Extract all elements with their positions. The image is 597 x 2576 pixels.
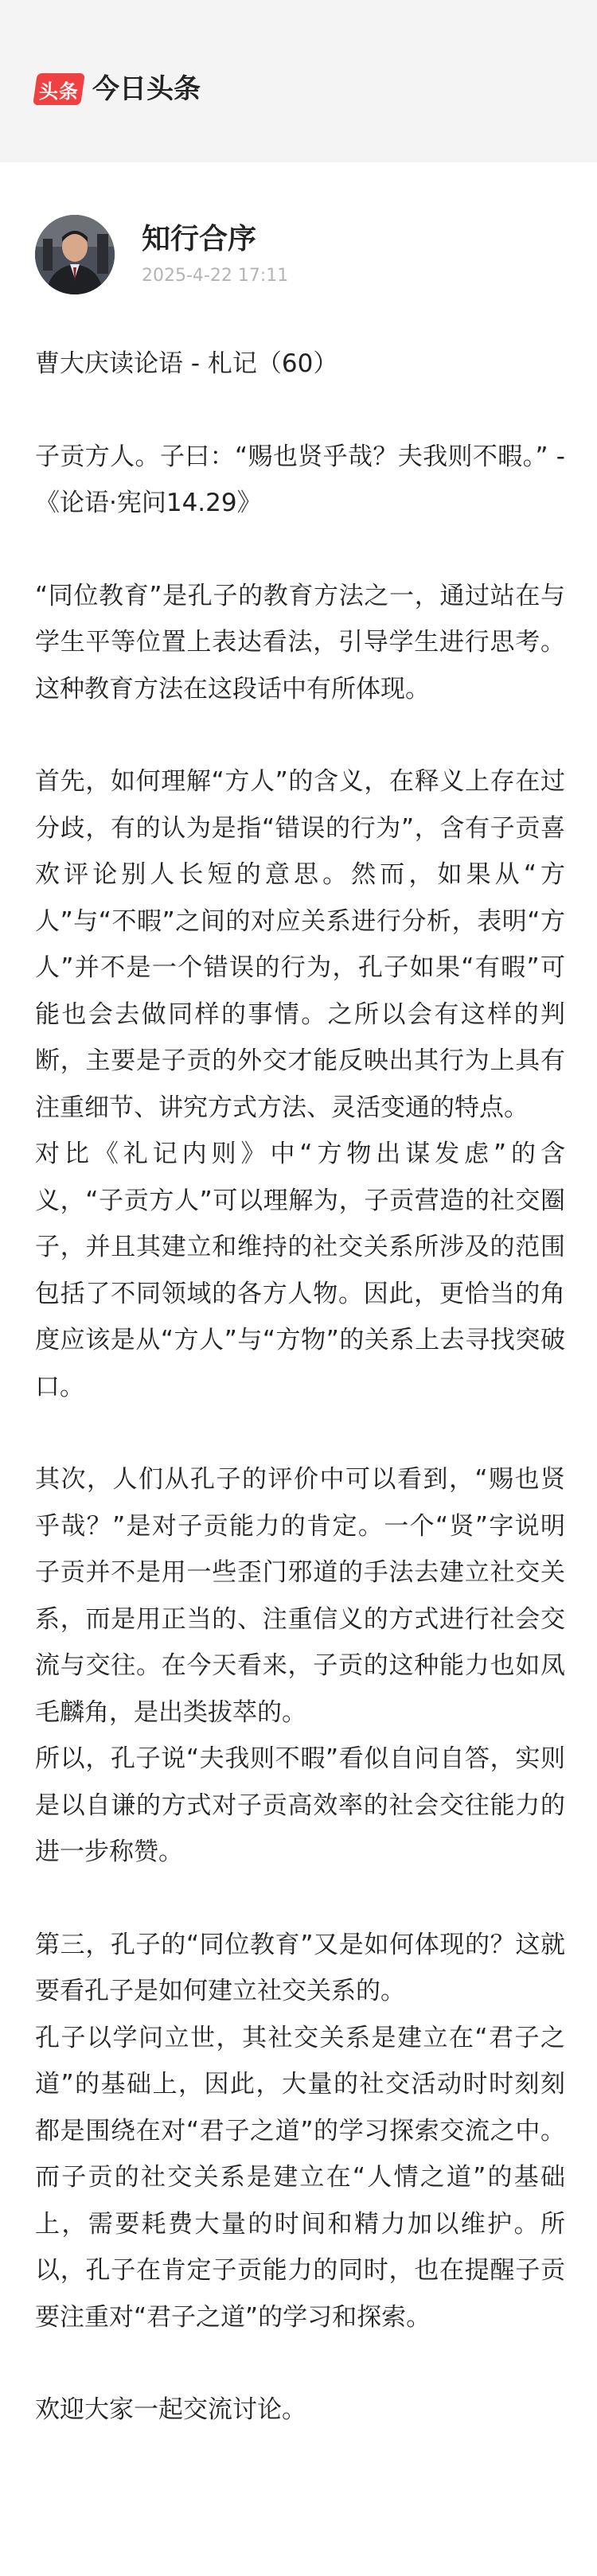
- article-body: [35, 341, 565, 2434]
- quote-paragraph: 子贡方人。子曰：“赐也贤乎哉？夫我则不暇。” - 《论语·宪问14.29》: [35, 442, 565, 517]
- closing-paragraph: 欢迎大家一起交流讨论。: [35, 2395, 306, 2424]
- intro-paragraph: “同位教育”是孔子的教育方法之一，通过站在与学生平等位置上表达看法，引导学生进行思考。这种教育方法在这段话中有所体现。: [35, 581, 565, 703]
- author-block: [35, 215, 288, 294]
- toutiao-logo-icon: [33, 73, 85, 105]
- article-title: 曹大庆读论语 - 札记（60）: [35, 349, 338, 378]
- second-point-paragraph: 其次，人们从孔子的评价中可以看到，“赐也贤乎哉？”是对子贡能力的肯定。一个“贤”字说明子贡并不是用一些歪门邪道的手法去建立社交关系，而是用正当的、注重信义的方式进行社会交流与交往。在今天看来，子贡的这种能力也如凤毛麟角，是出类拔萃的。: [35, 1465, 565, 1727]
- first-point-comparison-paragraph: 对比《礼记内则》中“方物出谋发虑”的含义，“子贡方人”可以理解为，子贡营造的社交圈子，并且其建立和维持的社交关系所涉及的范围包括了不同领域的各方人物。因此，更恰当的角度应该是从“方人”与“方物”的关系上去寻找突破口。: [35, 1140, 565, 1401]
- author-avatar[interactable]: [35, 215, 115, 294]
- publish-time: 2025-4-22 17:11: [142, 266, 289, 286]
- author-meta: [142, 220, 288, 289]
- app-name: 今日头条: [92, 73, 201, 105]
- brand[interactable]: [35, 70, 201, 108]
- logo-text: 头条: [39, 80, 79, 103]
- first-point-paragraph: 首先，如何理解“方人”的含义，在释义上存在过分歧，有的认为是指“错误的行为”，含有子贡喜欢评论别人长短的意思。然而，如果从“方人”与“不暇”之间的对应关系进行分析，表明“方人”并不是一个错误的行为，孔子如果“有暇”可能也会去做同样的事情。之所以会有这样的判断，主要是子贡的外交才能反映出其行为上具有注重细节、讲究方式方法、灵活变通的特点。: [35, 767, 565, 1122]
- app-header: [0, 0, 597, 162]
- third-point-paragraph: 第三，孔子的“同位教育”又是如何体现的？这就要看孔子是如何建立社交关系的。: [35, 1930, 565, 2005]
- second-point-conclusion-paragraph: 所以，孔子说“夫我则不暇”看似自问自答，实则是以自谦的方式对子贡高效率的社会交往能力的进一步称赞。: [35, 1744, 565, 1866]
- author-name[interactable]: 知行合序: [142, 223, 257, 255]
- person-avatar-icon: [35, 215, 115, 294]
- third-point-detail-paragraph: 孔子以学问立世，其社交关系是建立在“君子之道”的基础上，因此，大量的社交活动时时刻刻都是围绕在对“君子之道”的学习探索交流之中。而子贡的社交关系是建立在“人情之道”的基础上，需要耗费大量的时间和精力加以维护。所以，孔子在肯定子贡能力的同时，也在提醒子贡要注重对“君子之道”的学习和探索。: [35, 2023, 565, 2332]
